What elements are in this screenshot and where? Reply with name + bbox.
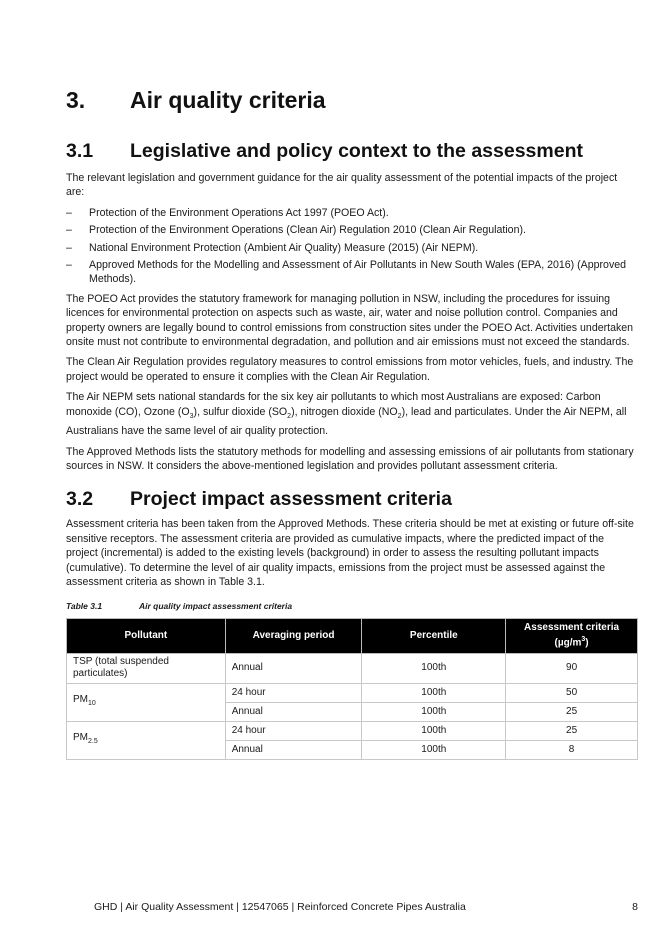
cell-period: 24 hour [225,683,362,702]
dash-marker: – [66,259,72,272]
list-item [66,206,638,220]
section-title: Project impact assessment criteria [130,488,452,511]
list-item-text: Protection of the Environment Operations Act 1997 (POEO Act). [89,206,389,219]
list-item-text: Approved Methods for the Modelling and Assessment of Air Pollutants in New South Wales (EPA, 2016) (Approved Methods). [89,259,627,286]
cell-percentile: 100th [362,683,506,702]
cell-criteria: 50 [506,683,638,702]
subscript: 2 [287,412,292,420]
dash-marker: – [66,224,72,237]
header-pollutant: Pollutant [67,619,226,653]
cell-pollutant [67,721,226,759]
page-number: 8 [632,901,638,913]
criteria-table [66,618,638,759]
dash-marker: – [66,241,72,254]
subscript: 3 [189,412,194,420]
clean-air-paragraph: The Clean Air Regulation provides regulatory measures to control emissions from motor vehicles, fuels, and industry. The project would be operated to ensure it complies with the Clean Air Regulation. [66,356,634,383]
section-title: Legislative and policy context to the assessment [130,140,583,162]
header-averaging-period: Averaging period [225,619,362,653]
cell-criteria: 8 [506,740,638,759]
subscript: 10 [88,700,96,708]
cell-criteria: 90 [506,653,638,683]
nepm-text: ), sulfur dioxide (SO [193,405,288,418]
chapter-number: 3. [66,87,86,113]
approved-methods-paragraph: The Approved Methods lists the statutory methods for modelling and assessing emissions of air pollutants from stationary sources in NSW. It considers the above-mentioned legislation and provides pollutant assessment criteria. [66,445,634,473]
subscript: 2 [397,412,402,420]
pollutant-base: PM [73,732,88,744]
list-item-text: National Environment Protection (Ambient Air Quality) Measure (2015) (Air NEPM). [89,241,479,254]
header-assessment-criteria [506,619,638,653]
list-item [66,258,638,287]
dash-marker: – [66,206,72,219]
subscript: 2.5 [88,738,98,746]
cell-percentile: 100th [362,740,506,759]
table-row [67,721,638,740]
chapter-heading [66,86,638,114]
table-row [67,653,638,683]
header-unit: ) [585,637,589,649]
cell-period: Annual [225,653,362,683]
criteria-paragraph: Assessment criteria has been taken from the Approved Methods. These criteria should be met at existing or future off-site sensitive receptors. The assessment criteria are provided as cumulative impacts, where the predicted impact of the project (incremental) is added to the existing levels (background) in order to assess the resulting pollutant impacts (cumulative). To determine the level of air quality impacts, emissions from the project must be assessed against the assessment criteria as shown in Table 3.1. [66,518,634,589]
list-item [66,223,638,237]
footer-text: GHD | Air Quality Assessment | 12547065 | Reinforced Concrete Pipes Australia [94,901,466,913]
nepm-text: ), nitrogen dioxide (NO [291,405,398,418]
table-row [67,683,638,702]
table-caption-number: Table 3.1 [66,601,103,612]
section-heading-3-1 [66,139,638,163]
superscript: 3 [581,636,586,644]
cell-period: Annual [225,740,362,759]
list-item-text: Protection of the Environment Operations (Clean Air) Regulation 2010 (Clean Air Regulation). [89,224,526,237]
section-number: 3.1 [66,140,94,162]
header-criteria-label: Assessment criteria [524,622,620,634]
intro-paragraph: The relevant legislation and government guidance for the air quality assessment of the potential impacts of the project are: [66,172,618,199]
table-header-row [67,619,638,653]
pollutant-base: PM [73,694,88,706]
cell-pollutant: TSP (total suspended particulates) [67,653,226,683]
page-content [66,86,638,760]
nepm-text: ), lead and particulates. Under the Air NEPM, all Australians have the same level of air quality protection. [66,405,627,438]
table-caption-title: Air quality impact assessment criteria [139,601,293,612]
page-footer [94,901,638,913]
cell-percentile: 100th [362,721,506,740]
cell-percentile: 100th [362,653,506,683]
nepm-text: The Air NEPM sets national standards for the six key air pollutants to which most Australians are exposed: Carbon monoxide (CO), Ozone (O [66,391,601,418]
header-percentile: Percentile [362,619,506,653]
cell-period: Annual [225,702,362,721]
header-unit: (µg/m [554,637,582,649]
nepm-paragraph [66,390,638,438]
cell-pollutant [67,683,226,721]
cell-percentile: 100th [362,702,506,721]
cell-criteria: 25 [506,702,638,721]
table-caption [66,601,638,611]
cell-period: 24 hour [225,721,362,740]
list-item [66,241,638,255]
cell-criteria: 25 [506,721,638,740]
section-heading-3-2 [66,487,638,511]
chapter-title: Air quality criteria [130,87,326,113]
poeo-paragraph: The POEO Act provides the statutory framework for managing pollution in NSW, including the procedures for issuing licences for environmental protection on aspects such as waste, air, water and noise pollution control. Companies and property owners are legally bound to control emissions from construction sites under the POEO Act. Activities undertaken onsite must not contribute to environmental degradation, and pollution and air emissions must not exceed the standards. [66,292,634,349]
legislation-list [66,206,638,287]
section-number: 3.2 [66,488,94,511]
